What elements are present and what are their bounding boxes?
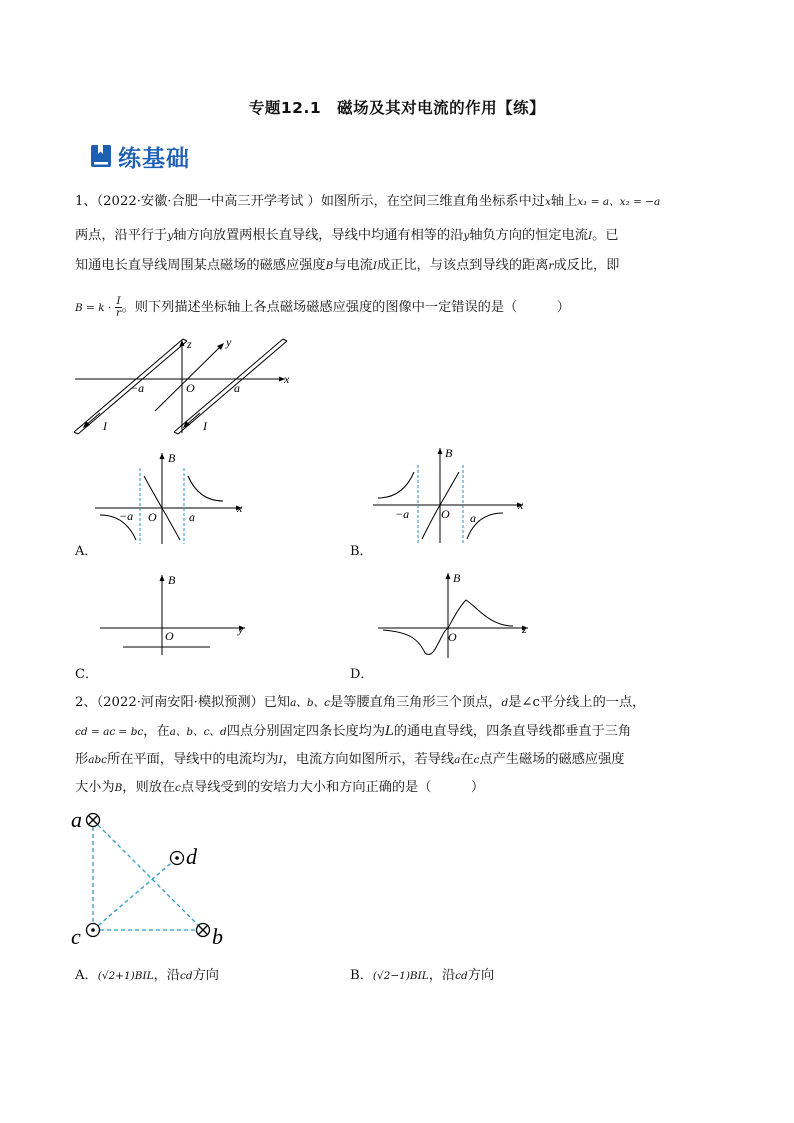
frac-den: r: [116, 307, 122, 319]
y-label: y: [226, 335, 232, 349]
point-a-label: a: [71, 808, 82, 832]
q2-text: 的通电直导线，四条直导线都垂直于三角: [393, 724, 632, 739]
neg-a-label: −a: [395, 507, 410, 521]
q1-var: x₁ = a、x₂ = −a: [577, 196, 661, 208]
q2-var: c: [473, 754, 480, 766]
q1-var: B: [325, 260, 334, 272]
neg-a-label: −a: [119, 509, 134, 523]
q2-line2: [75, 722, 725, 742]
q2-text: 是等腰直角三角形三个顶点，: [330, 695, 502, 710]
x-label: x: [518, 498, 524, 512]
q2-text: 是∠c平分线上的一点，: [508, 695, 646, 710]
point-d-label: d: [186, 844, 197, 869]
q2-text: 形: [75, 752, 89, 767]
q2-option-a[interactable]: [75, 966, 375, 986]
q2-text: 点导线受到的安培力大小和方向正确的是（ ）: [180, 780, 485, 795]
q1-line4: [75, 296, 725, 319]
q2-text: ，则放在: [122, 780, 176, 795]
q1-text: 轴负方向的恒定电流: [469, 228, 588, 243]
q1-text: 知通电长直导线周围某点磁场的磁感应强度: [75, 258, 326, 273]
b-arrow-icon: [446, 573, 451, 579]
a-label: a: [470, 511, 476, 525]
frac-num: I: [116, 295, 121, 307]
q1-var: r: [548, 260, 554, 272]
q2-text: ，在: [143, 724, 170, 739]
q2-text: 四点分别固定四条长度均为: [226, 724, 386, 739]
option-text: 方向: [192, 968, 219, 983]
q2-line3: [75, 750, 725, 770]
q2-line4: [75, 778, 725, 798]
origin-label: O: [148, 510, 157, 524]
option-text: ，沿: [428, 968, 456, 983]
q2-option-b[interactable]: [350, 966, 650, 986]
option-c-graph: [95, 570, 255, 660]
a-label: a: [234, 381, 240, 395]
q2-line1: [75, 693, 725, 713]
option-var: cd: [179, 970, 193, 982]
b-axis-label: B: [445, 446, 453, 460]
point-b-label: b: [212, 924, 223, 949]
q1-text: 轴方向放置两根长直导线，导线中均通有相等的沿: [173, 228, 464, 243]
option-expr: (√2−1)BIL: [372, 970, 429, 982]
book-icon: [90, 144, 112, 168]
y-label: y: [238, 622, 244, 636]
q2-text: ，电流方向如图所示，若导线: [282, 752, 455, 767]
current-in-icon: [197, 924, 210, 937]
q1-text: 成反比，即: [553, 258, 620, 273]
b-axis-label: B: [168, 573, 176, 587]
q1-var: y: [167, 230, 174, 242]
q1-text: 与电流: [333, 258, 373, 273]
q1-var: x: [544, 196, 551, 208]
origin-label: O: [448, 630, 457, 644]
option-var: cd: [455, 970, 468, 982]
q1-text: 。则下列描述坐标轴上各点磁场磁感应强度的图像中一定错误的是（ ）: [121, 300, 570, 315]
origin-label: O: [186, 381, 195, 395]
q1-formula: B = k ·: [75, 302, 112, 314]
q2-text: 2、（2022·河南安阳·模拟预测）已知: [75, 695, 291, 710]
current-in-icon: [87, 814, 100, 827]
q1-text: 成正比，与该点到导线的距离: [377, 258, 549, 273]
q1-line1: [75, 192, 725, 212]
q2-text: 大小为: [75, 780, 115, 795]
x-label: x: [237, 501, 243, 515]
current-label: I: [103, 419, 107, 433]
q2-var: a、b、c: [290, 697, 331, 709]
current-out-icon: [87, 924, 100, 937]
z-label: z: [522, 622, 527, 636]
section-header: [90, 142, 190, 170]
q1-figure: [70, 335, 300, 440]
option-label: B．: [350, 968, 373, 983]
option-b-label[interactable]: B．: [350, 544, 373, 559]
b-arrow-icon: [438, 448, 443, 454]
current-out-icon: [171, 852, 184, 865]
z-label: z: [187, 337, 192, 351]
q2-text: 在: [460, 752, 474, 767]
option-a-graph: [95, 448, 255, 548]
option-a-label[interactable]: A．: [75, 544, 98, 559]
q1-var: I: [372, 260, 377, 272]
section-label: 练基础: [118, 145, 190, 172]
q2-var: abc: [88, 754, 108, 766]
q2-var: cd = ac = bc: [75, 726, 144, 738]
q2-text: 所在平面，导线中的电流均为: [107, 752, 279, 767]
option-d-label[interactable]: D．: [350, 667, 374, 682]
q2-var: I: [278, 754, 283, 766]
point-c-label: c: [71, 924, 81, 949]
q1-var: y: [463, 230, 470, 242]
q1-var: I: [588, 230, 593, 242]
b-axis-label: B: [453, 571, 461, 585]
q2-var: a、b、c、d: [169, 726, 227, 738]
q2-var: L: [385, 724, 394, 739]
q2-var: d: [501, 697, 509, 709]
b-arrow-icon: [160, 575, 165, 581]
option-b-graph: [373, 443, 533, 548]
origin-label: O: [441, 507, 450, 521]
neg-a-label: −a: [130, 381, 145, 395]
q2-var: a: [454, 754, 461, 766]
q1-text: 。已: [592, 228, 619, 243]
option-label: A．: [75, 968, 98, 983]
option-c-label[interactable]: C．: [75, 667, 98, 682]
q1-text: 轴上: [550, 194, 578, 209]
origin-label: O: [165, 629, 174, 643]
q2-text: 点产生磁场的磁感应强度: [479, 752, 625, 767]
option-text: 方向: [467, 968, 495, 983]
b-axis-label: B: [168, 451, 176, 465]
option-d-graph: [378, 568, 538, 660]
q1-text: 1、（2022·安徽·合肥一中高三开学考试 ）如图所示，在空间三维直角坐标系中过: [75, 194, 545, 209]
option-text: ，沿: [153, 968, 180, 983]
q2-var: c: [175, 782, 181, 794]
q2-var: B: [114, 782, 123, 794]
q1-line3: [75, 256, 725, 276]
b-arrow-icon: [160, 453, 165, 459]
page-title: 专题12.1 磁场及其对电流的作用【练】: [248, 99, 546, 117]
a-label: a: [189, 510, 195, 524]
option-expr: (√2+1)BIL: [97, 970, 154, 982]
q2-figure: [68, 808, 238, 953]
x-label: x: [284, 372, 290, 386]
q1-line2: [75, 226, 725, 246]
current-label: I: [203, 419, 207, 433]
q1-text: 两点，沿平行于: [75, 228, 168, 243]
